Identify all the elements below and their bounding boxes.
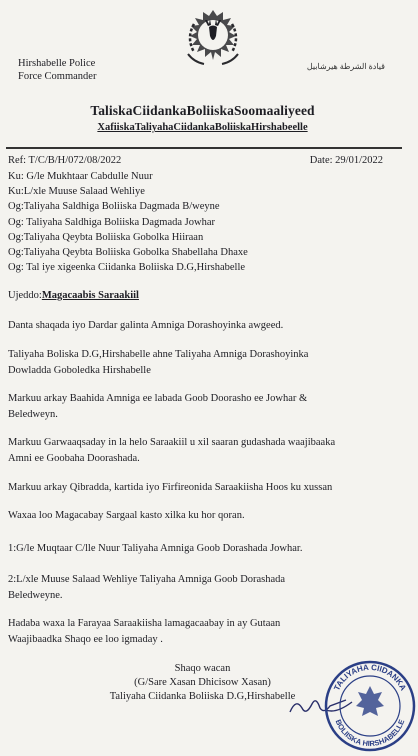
closing-line: Shaqo wacan: [174, 663, 231, 674]
page-title: TaliskaCiidankaBoliiskaSoomaaliyeed: [90, 103, 315, 118]
sender-block: [18, 57, 96, 83]
stamp-bottom-text: BOLIISKA HIRSHABELLE: [333, 718, 407, 749]
body-paragraph: Waxaa loo Magacabay Sargaal kasto xilka ku hor qoran.: [8, 510, 245, 521]
sender-line-1: Hirshabelle Police: [18, 58, 96, 69]
page-subtitle: XafiiskaTaliyahaCiidankaBoliiskaHirshabeelle: [97, 122, 308, 133]
recipient-line: Og: Taliyaha Saldhiga Boliiska Dagmada Jowhar: [8, 216, 215, 228]
police-crest-logo: [174, 2, 252, 74]
reference-number: Ref: T/C/B/H/072/08/2022: [8, 155, 122, 166]
signatory-name: (G/Sare Xasan Dhicisow Xasan): [134, 677, 271, 688]
recipient-line: Og:Taliyaha Qeybta Boliiska Gobolka Hiiraan: [8, 231, 204, 243]
recipient-line: Og:Taliyaha Saldhiga Boliiska Dagmada B/weyne: [8, 201, 220, 213]
body-paragraph: Taliyaha Boliska D.G,Hirshabelle ahne Taliyaha Amniga Dorashoyinka Dowladda Goboledka Hirshabelle: [8, 349, 309, 376]
body-paragraph: Danta shaqada iyo Dardar galinta Amniga Dorashoyinka awgeed.: [8, 320, 284, 331]
recipient-line: Ku: G/le Mukhtaar Cabdulle Nuur: [8, 171, 153, 182]
arabic-header: قيادة الشرطة هيرشابيل: [306, 62, 385, 71]
body-paragraph: 1:G/le Muqtaar C/lle Nuur Taliyaha Amniga Goob Dorashada Jowhar.: [8, 543, 303, 554]
document-date: Date: 29/01/2022: [309, 155, 383, 166]
recipient-list: [8, 169, 248, 275]
sender-line-2: Force Commander: [18, 71, 97, 82]
body-paragraph: Markuu arkay Baahida Amniga ee labada Goob Doorasho ee Jowhar & Beledweyn.: [8, 393, 308, 420]
body-paragraph: Markuu arkay Qibradda, kartida iyo Firfireonida Saraakiisha Hoos ku xussan: [8, 482, 333, 493]
body-paragraph: 2:L/xle Muuse Salaad Wehliye Taliyaha Amniga Goob Dorashada Beledweyne.: [8, 574, 286, 601]
subject-label: Ujeddo:: [8, 290, 42, 301]
header-divider: [6, 147, 402, 149]
subject-value: Magacaabis Saraakiil: [41, 290, 139, 301]
stamp-top-text: TALIYAHA CIIDANKA: [332, 662, 408, 693]
signatory-title: Taliyaha Ciidanka Boliiska D.G,Hirshabelle: [109, 691, 296, 702]
official-stamp: [322, 652, 418, 756]
recipient-line: Ku:L/xle Muuse Salaad Wehliye: [8, 186, 145, 198]
body-paragraph: Markuu Garwaaqsaday in la helo Saraakiil u xil saaran gudashada waajibaaka Amni ee Goobaha Doorashada.: [8, 437, 336, 464]
recipient-line: Og:Taliyaha Qeybta Boliiska Gobolka Shabellaha Dhaxe: [8, 247, 248, 259]
body-paragraph: Hadaba waxa la Farayaa Saraakiisha lamagacaabay in ay Gutaan Waajibaadka Shaqo ee loo igmaday .: [8, 618, 281, 645]
recipient-line: Og: Tal iye xigeenka Ciidanka Boliiska D.G,Hirshabelle: [8, 262, 246, 274]
subject-line: [8, 290, 139, 301]
